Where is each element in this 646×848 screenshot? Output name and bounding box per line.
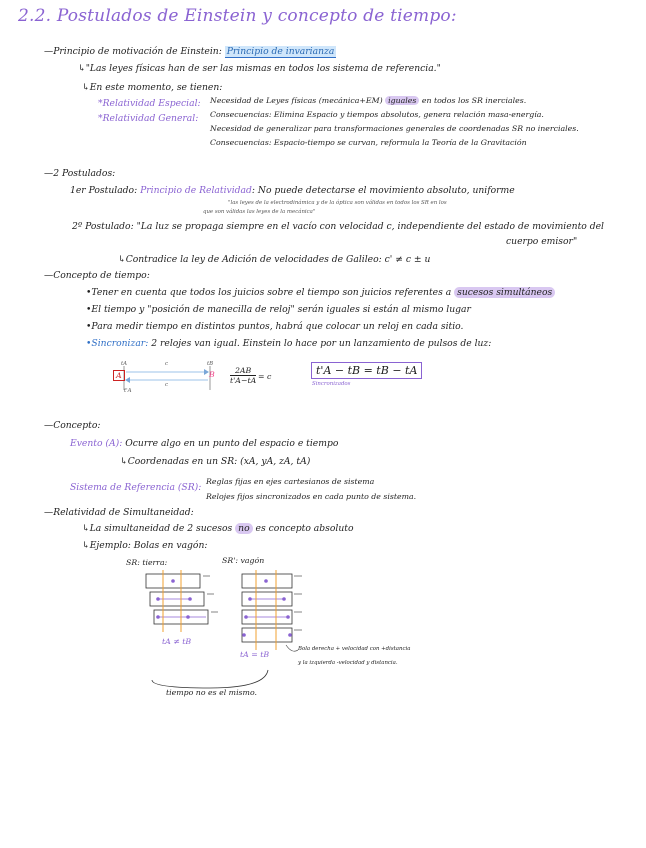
point-a: A bbox=[113, 370, 125, 381]
momento-line: ↳En este momento, se tienen: bbox=[82, 82, 223, 93]
simultaneidad-heading: —Relatividad de Simultaneidad: bbox=[44, 507, 194, 518]
principio-label: Principio de motivación de Einstein: bbox=[53, 46, 222, 57]
sync-fraction: 2AB t'A−tA bbox=[230, 366, 257, 385]
sr-vagon-label: SR': vagón bbox=[222, 556, 265, 565]
evento-line: Evento (A): Ocurre algo en un punto del espacio e tiempo bbox=[70, 438, 339, 449]
sr-relojes: Relojes fijos sincronizados en cada punto de sistema. bbox=[206, 492, 417, 501]
sr-tierra-label: SR: tierra: bbox=[126, 558, 168, 567]
tiempo-bullet-3: •Para medir tiempo en distintos puntos, habrá que colocar un reloj en cada sitio. bbox=[86, 321, 464, 332]
conclusion-brace bbox=[152, 670, 268, 688]
light-c-2: c bbox=[165, 382, 169, 388]
postulado-1-note-2: que son válidas las leyes de la mecánica" bbox=[203, 209, 316, 215]
postulado-2: 2º Postulado: "La luz se propaga siempre en el vacío con velocidad c, independiente del estado de movimiento del bbox=[72, 221, 604, 232]
light-c-1: c bbox=[165, 361, 169, 367]
postulado-1-note-1: "las leyes de la electrodinámica y de la óptica son válidas en todos los SR en los bbox=[228, 200, 447, 206]
tierra-wagons bbox=[146, 570, 218, 632]
postulado-2-cont: cuerpo emisor" bbox=[506, 236, 578, 247]
sync-fraction-rhs: = c bbox=[258, 372, 272, 381]
postulado-1: 1er Postulado: Principio de Relatividad: No puede detectarse el movimiento absoluto, uniforme bbox=[70, 185, 515, 196]
principio-quote: ↳"Las leyes físicas han de ser las mismas en todos los sistema de referencia." bbox=[78, 63, 441, 74]
simultaneidad-line: ↳La simultaneidad de 2 sucesos no es concepto absoluto bbox=[82, 523, 354, 534]
tiempo-bullet-4: •Sincronizar: 2 relojes van igual. Einstein lo hace por un lanzamiento de pulsos de luz: bbox=[86, 338, 492, 349]
principio-relatividad: Principio de Relatividad bbox=[140, 185, 252, 196]
vagon-note-1: Bola derecha + velocidad con +distancia bbox=[298, 646, 411, 652]
vagon-wagons bbox=[242, 570, 302, 651]
tiempo-bullet-1: •Tener en cuenta que todos los juicios sobre el tiempo son juicios referentes a sucesos simultáneos bbox=[86, 287, 555, 298]
coordenadas-line: ↳Coordenadas en un SR: (xA, yA, zA, tA) bbox=[120, 456, 311, 467]
tiempo-bullet-2: •El tiempo y "posición de manecilla de reloj" serán iguales si están al mismo lugar bbox=[86, 304, 471, 315]
relatividad-especial-label: *Relatividad Especial: bbox=[98, 98, 201, 109]
especial-necesidad: Necesidad de Leyes físicas (mecánica+EM) iguales en todos los SR inerciales. bbox=[210, 96, 527, 105]
point-b: B bbox=[209, 370, 215, 379]
page-title: 2.2. Postulados de Einstein y concepto de tiempo: bbox=[18, 6, 457, 26]
relatividad-general-label: *Relatividad General: bbox=[98, 113, 199, 124]
vagon-result: tA = tB bbox=[240, 650, 270, 659]
tiempo-heading: —Concepto de tiempo: bbox=[44, 270, 150, 281]
principio-line: —Principio de motivación de Einstein: Principio de invarianza bbox=[44, 46, 335, 57]
label-ta-prime: t'A bbox=[124, 388, 132, 394]
galileo-formula: c' ≠ c ± u bbox=[384, 254, 431, 265]
label-tb: tB bbox=[207, 361, 214, 367]
principio-name: Principio de invarianza bbox=[226, 46, 335, 57]
ejemplo-line: ↳Ejemplo: Bolas en vagón: bbox=[82, 540, 208, 551]
sr-reglas: Reglas fijas en ejes cartesianos de sistema bbox=[206, 477, 375, 486]
sync-caption: Sincronizados bbox=[312, 381, 351, 387]
conclusion: tiempo no es el mismo. bbox=[166, 688, 257, 697]
contradice-line: ↳Contradice la ley de Adición de velocidades de Galileo: c' ≠ c ± u bbox=[118, 254, 431, 265]
sr-label: Sistema de Referencia (SR): bbox=[70, 482, 202, 493]
sync-equation: t'A − tB = tB − tA bbox=[311, 362, 422, 379]
general-consecuencias: Consecuencias: Espacio-tiempo se curvan, reformula la Teoría de la Gravitación bbox=[210, 138, 527, 147]
general-necesidad: Necesidad de generalizar para transformaciones generales de coordenadas SR no inerciales. bbox=[210, 124, 579, 133]
concepto-heading: —Concepto: bbox=[44, 420, 101, 431]
label-ta: tA bbox=[121, 361, 128, 367]
especial-consecuencias: Consecuencias: Elimina Espacio y tiempos absolutos, genera relación masa-energía. bbox=[210, 110, 544, 119]
vagon-note-2: y la izquierda -velocidad y distancia. bbox=[298, 660, 398, 666]
postulados-heading: —2 Postulados: bbox=[44, 168, 116, 179]
tierra-result: tA ≠ tB bbox=[162, 637, 192, 646]
